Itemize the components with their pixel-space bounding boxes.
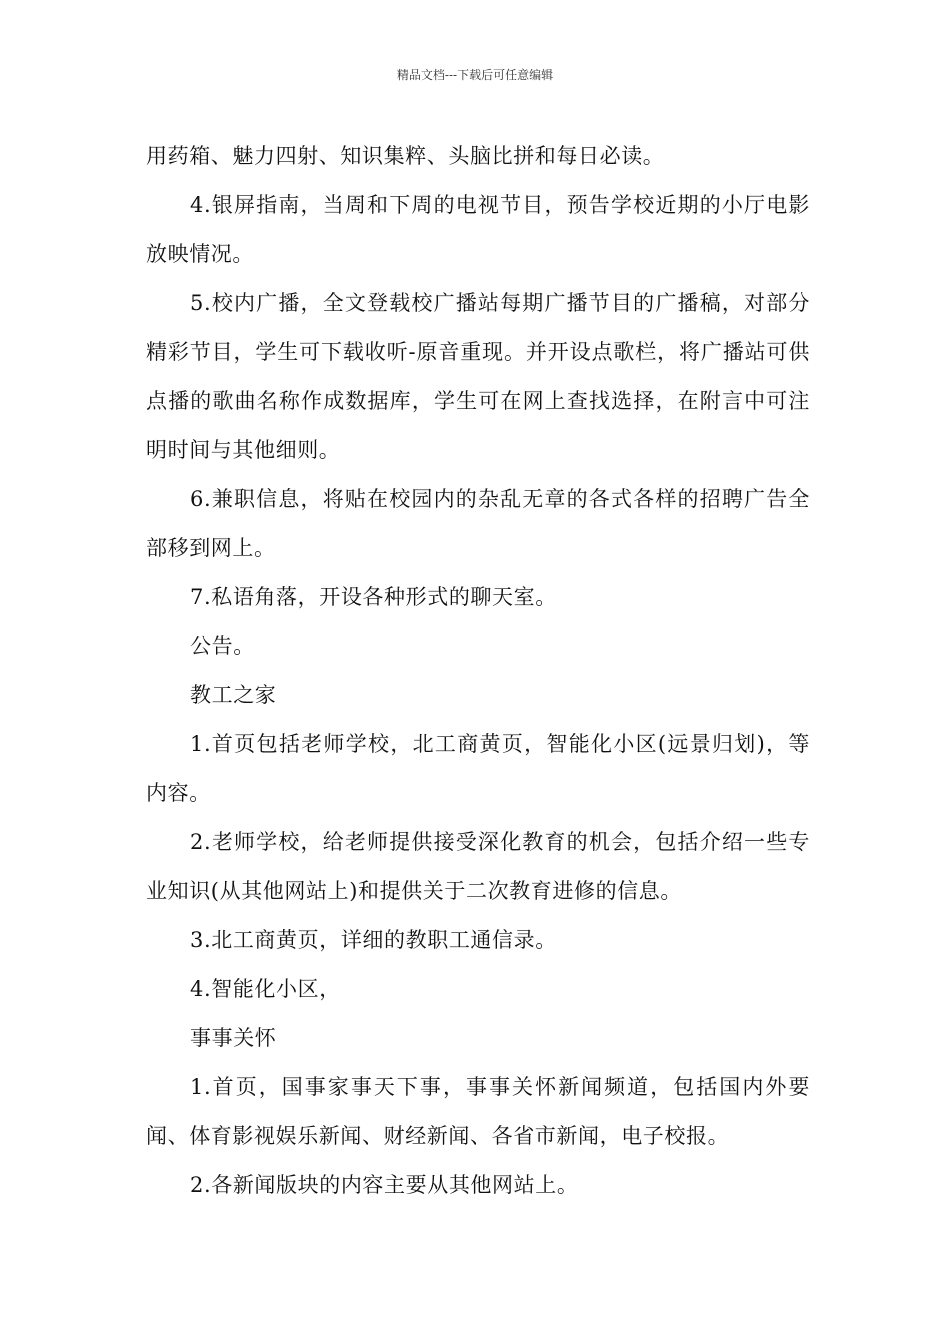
section-heading: 教工之家 xyxy=(190,683,277,707)
paragraph: 2.老师学校，给老师提供接受深化教育的机会，包括介绍一些专业知识(从其他网站上)和提供关于二次教育进修的信息。 xyxy=(146,830,810,903)
paragraph: 用药箱、魅力四射、知识集粹、头脑比拼和每日必读。 xyxy=(146,144,665,168)
paragraph: 4.银屏指南，当周和下周的电视节目，预告学校近期的小厅电影放映情况。 xyxy=(146,193,810,266)
paragraph: 公告。 xyxy=(190,634,255,658)
paragraph: 6.兼职信息，将贴在校园内的杂乱无章的各式各样的招聘广告全部移到网上。 xyxy=(146,487,810,560)
paragraph: 5.校内广播，全文登载校广播站每期广播节目的广播稿，对部分精彩节目，学生可下载收听-原音重现。并开设点歌栏，将广播站可供点播的歌曲名称作成数据库，学生可在网上查找选择，在附言中可注明时间与其他细则。 xyxy=(146,291,810,462)
paragraph: 2.各新闻版块的内容主要从其他网站上。 xyxy=(190,1173,579,1197)
paragraph: 7.私语角落，开设各种形式的聊天室。 xyxy=(190,585,557,609)
paragraph: 1.首页，国事家事天下事，事事关怀新闻频道，包括国内外要闻、体育影视娱乐新闻、财经新闻、各省市新闻，电子校报。 xyxy=(146,1075,810,1148)
paragraph: 1.首页包括老师学校，北工商黄页，智能化小区(远景归划)，等内容。 xyxy=(146,732,810,805)
paragraph: 4.智能化小区， xyxy=(190,977,341,1001)
document-body xyxy=(146,132,810,1210)
section-heading: 事事关怀 xyxy=(190,1026,277,1050)
paragraph: 3.北工商黄页，详细的教职工通信录。 xyxy=(190,928,557,952)
page-header: 精品文档---下载后可任意编辑 xyxy=(396,68,554,82)
